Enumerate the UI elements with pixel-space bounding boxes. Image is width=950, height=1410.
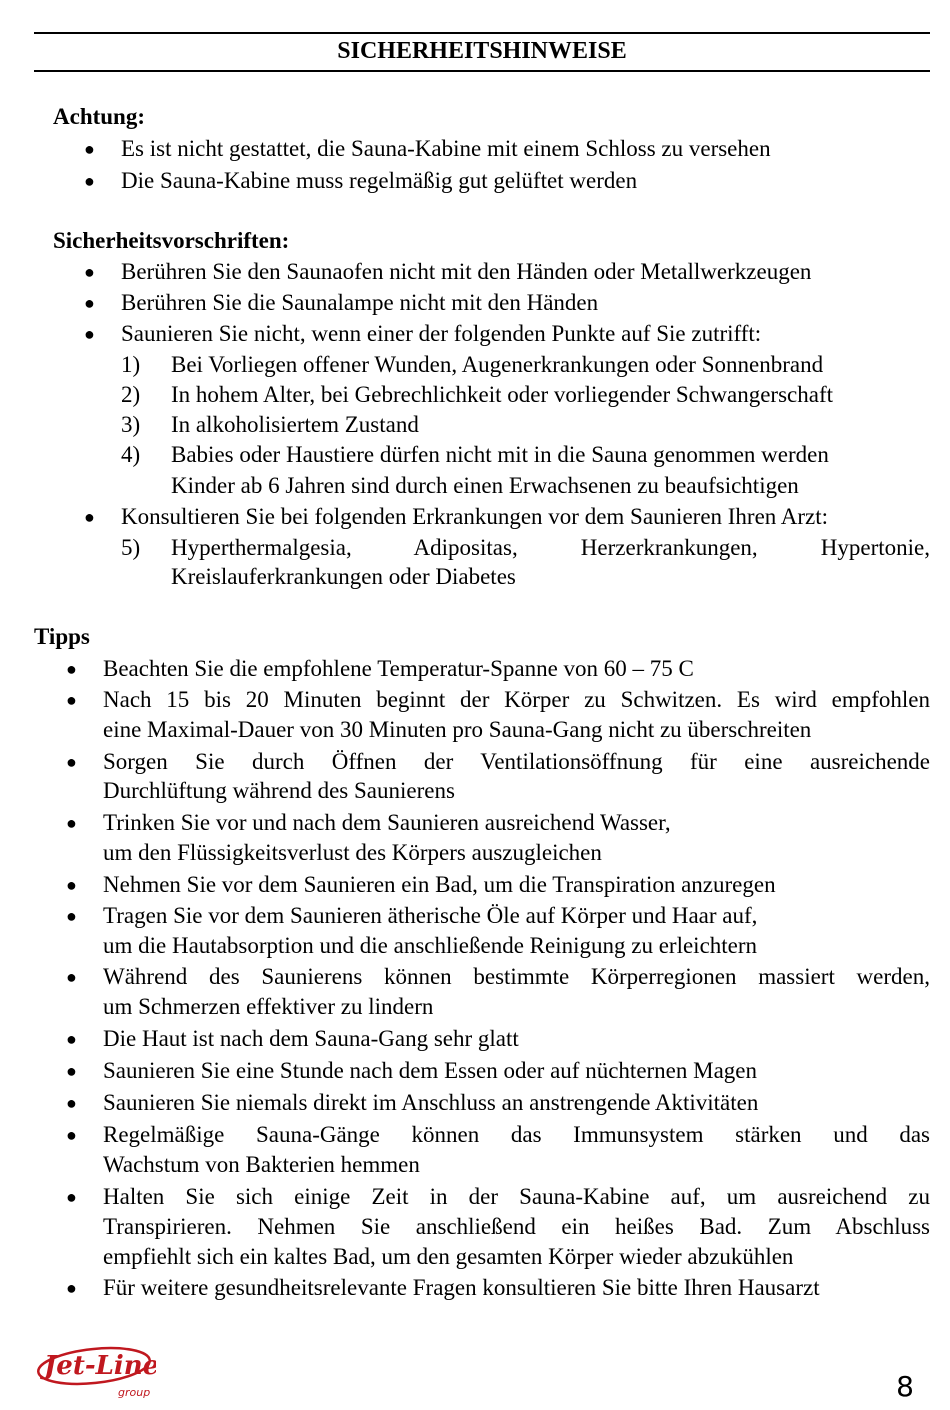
vorschriften-item: Saunieren Sie nicht, wenn einer der folgenden Punkte auf Sie zutrifft:: [121, 321, 762, 346]
page-number: 8: [896, 1370, 914, 1403]
bullet-icon: ●: [66, 659, 77, 679]
numbered-index: 3): [121, 412, 141, 437]
bullet-icon: ●: [84, 139, 95, 159]
tipps-heading: Tipps: [34, 624, 90, 649]
tipps-item: Halten Sie sich einige Zeit in der Sauna-Kabine auf, um ausreichend zu: [103, 1184, 930, 1209]
numbered-index: 1): [121, 352, 141, 377]
tipps-item: Tragen Sie vor dem Saunieren ätherische Öle auf Körper und Haar auf,: [103, 903, 758, 928]
tipps-item: Beachten Sie die empfohlene Temperatur-Spanne von 60 – 75 C: [103, 656, 694, 681]
numbered-item-continuation: Kinder ab 6 Jahren sind durch einen Erwachsenen zu beaufsichtigen: [171, 473, 799, 498]
tipps-item-continuation: Durchlüftung während des Saunierens: [103, 778, 455, 803]
vorschriften-konsult: Konsultieren Sie bei folgenden Erkrankungen vor dem Saunieren Ihren Arzt:: [121, 504, 829, 529]
tipps-item: Trinken Sie vor und nach dem Saunieren ausreichend Wasser,: [103, 810, 671, 835]
bullet-icon: ●: [84, 324, 95, 344]
numbered-item: In alkoholisiertem Zustand: [171, 412, 419, 437]
bullet-icon: ●: [66, 875, 77, 895]
bullet-icon: ●: [66, 1125, 77, 1145]
bullet-icon: ●: [66, 1187, 77, 1207]
tipps-item-continuation: empfiehlt sich ein kaltes Bad, um den gesamten Körper wieder abzukühlen: [103, 1244, 794, 1269]
bullet-icon: ●: [66, 813, 77, 833]
top-rule: [34, 32, 930, 34]
tipps-item: Nehmen Sie vor dem Saunieren ein Bad, um die Transpiration anzuregen: [103, 872, 776, 897]
tipps-item-continuation: um die Hautabsorption und die anschließende Reinigung zu erleichtern: [103, 933, 758, 958]
bullet-icon: ●: [66, 967, 77, 987]
logo-graphic: [36, 1344, 156, 1404]
numbered-index: 4): [121, 442, 141, 467]
tipps-item: Saunieren Sie eine Stunde nach dem Essen oder auf nüchternen Magen: [103, 1058, 758, 1083]
bullet-icon: ●: [66, 1029, 77, 1049]
tipps-item-continuation: um Schmerzen effektiver zu lindern: [103, 994, 434, 1019]
vorschriften-item: Berühren Sie die Saunalampe nicht mit den Händen: [121, 290, 599, 315]
jet-line-logo: [36, 1344, 156, 1404]
numbered-index: 2): [121, 382, 141, 407]
bullet-icon: ●: [84, 171, 95, 191]
tipps-item: Für weitere gesundheitsrelevante Fragen konsultieren Sie bitte Ihren Hausarzt: [103, 1275, 820, 1300]
tipps-item-continuation: Wachstum von Bakterien hemmen: [103, 1152, 420, 1177]
bullet-icon: ●: [66, 1278, 77, 1298]
bullet-icon: ●: [66, 906, 77, 926]
tipps-item-continuation: um den Flüssigkeitsverlust des Körpers auszugleichen: [103, 840, 602, 865]
achtung-heading: Achtung:: [53, 104, 146, 129]
numbered-item: Babies oder Haustiere dürfen nicht mit in die Sauna genommen werden: [171, 442, 829, 467]
bullet-icon: ●: [66, 690, 77, 710]
page-title: SICHERHEITSHINWEISE: [337, 38, 627, 64]
tipps-item: Während des Saunierens können bestimmte Körperregionen massiert werden,: [103, 964, 930, 989]
logo-sub-text: group: [118, 1386, 151, 1399]
vorschriften-item: Berühren Sie den Saunaofen nicht mit den Händen oder Metallwerkzeugen: [121, 259, 812, 284]
numbered-index: 5): [121, 535, 141, 560]
vorschriften-heading: Sicherheitsvorschriften:: [53, 228, 290, 253]
tipps-item: Die Haut ist nach dem Sauna-Gang sehr glatt: [103, 1026, 519, 1051]
bullet-icon: ●: [66, 752, 77, 772]
tipps-item: Nach 15 bis 20 Minuten beginnt der Körper zu Schwitzen. Es wird empfohlen: [103, 687, 930, 712]
numbered-item: Hyperthermalgesia, Adipositas, Herzerkrankungen, Hypertonie,: [171, 535, 930, 560]
numbered-item: Bei Vorliegen offener Wunden, Augenerkrankungen oder Sonnenbrand: [171, 352, 824, 377]
bullet-icon: ●: [84, 262, 95, 282]
tipps-item: Sorgen Sie durch Öffnen der Ventilationsöffnung für eine ausreichende: [103, 749, 930, 774]
tipps-item: Saunieren Sie niemals direkt im Anschluss an anstrengende Aktivitäten: [103, 1090, 759, 1115]
tipps-item-continuation: eine Maximal-Dauer von 30 Minuten pro Sauna-Gang nicht zu überschreiten: [103, 717, 812, 742]
achtung-item: Es ist nicht gestattet, die Sauna-Kabine mit einem Schloss zu versehen: [121, 136, 771, 161]
bullet-icon: ●: [84, 293, 95, 313]
title-underline: [34, 70, 930, 72]
tipps-item-continuation: Transpirieren. Nehmen Sie anschließend ein heißes Bad. Zum Abschluss: [103, 1214, 930, 1239]
tipps-item: Regelmäßige Sauna-Gänge können das Immunsystem stärken und das: [103, 1122, 930, 1147]
numbered-item: In hohem Alter, bei Gebrechlichkeit oder vorliegender Schwangerschaft: [171, 382, 833, 407]
bullet-icon: ●: [84, 507, 95, 527]
numbered-item-continuation: Kreislauferkrankungen oder Diabetes: [171, 564, 516, 589]
bullet-icon: ●: [66, 1093, 77, 1113]
achtung-item: Die Sauna-Kabine muss regelmäßig gut gelüftet werden: [121, 168, 638, 193]
bullet-icon: ●: [66, 1061, 77, 1081]
logo-main-text: Jet-Line: [44, 1351, 156, 1381]
